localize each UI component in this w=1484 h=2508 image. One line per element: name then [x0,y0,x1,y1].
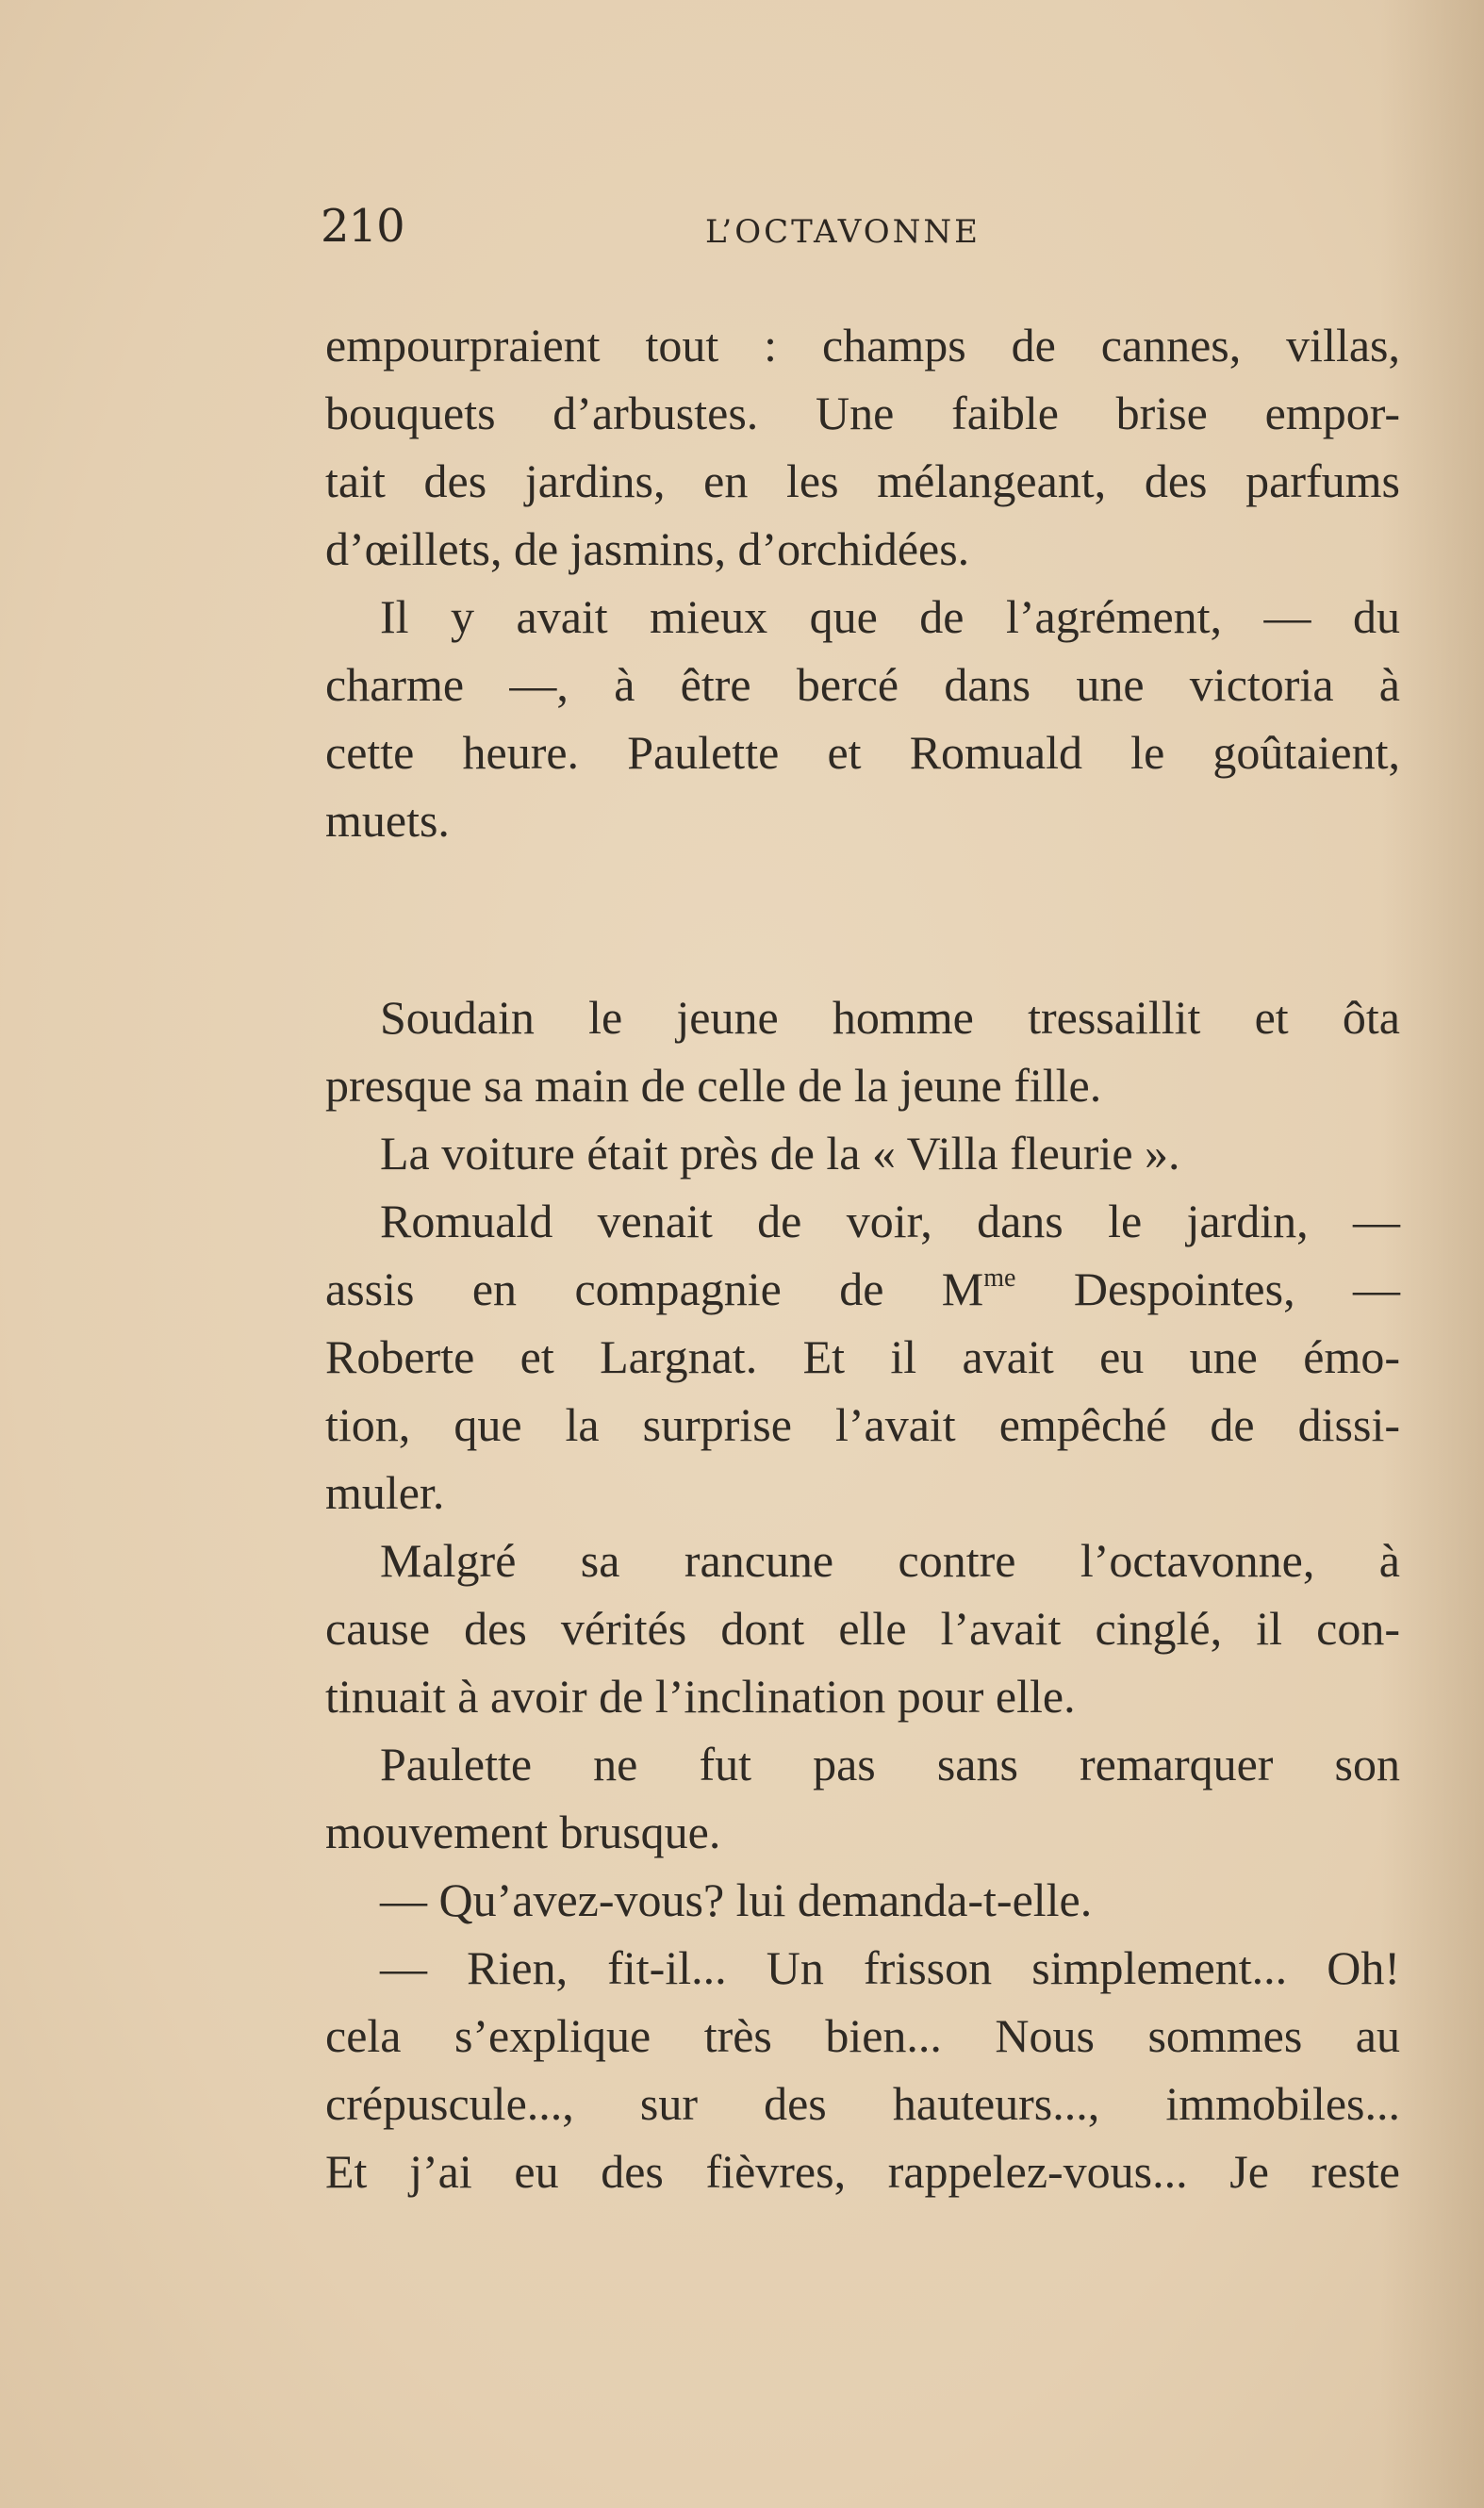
text-line: muler. [325,1466,445,1519]
text-line: muets. [325,794,450,847]
text-line: Romuald venait de voir, dans le jardin, — [380,1195,1400,1247]
page-number: 210 [321,200,404,253]
text-line: cause des vérités dont elle l’avait cinglé, il con- [325,1602,1400,1655]
paragraph-block-1 [325,311,1400,854]
text-line: tinuait à avoir de l’inclination pour elle. [325,1670,1076,1723]
text-line: crépuscule..., sur des hauteurs..., immobiles... [325,2077,1400,2130]
text-line: La voiture était près de la « Villa fleurie ». [380,1127,1180,1180]
text-line: cela s’explique très bien... Nous sommes au [325,2009,1400,2062]
text-line: Il y avait mieux que de l’agrément, — du [380,590,1400,643]
text-line: empourpraient tout : champs de cannes, villas, [325,319,1400,371]
text-line: — Qu’avez-vous? lui demanda-t-elle. [380,1873,1093,1926]
text-fragment: assis en compagnie de M [325,1262,984,1315]
text-line: Et j’ai eu des fièvres, rappelez-vous... Je reste [325,2145,1400,2198]
page-header [321,200,1395,256]
running-title: L’OCTAVONNE [705,213,981,251]
text-line: Soudain le jeune homme tressaillit et ôta [380,991,1400,1044]
text-line: cette heure. Paulette et Romuald le goûtaient, [325,726,1400,779]
text-line: Roberte et Largnat. Et il avait eu une émo- [325,1330,1400,1383]
text-line: charme —, à être bercé dans une victoria à [325,658,1400,711]
text-line: tait des jardins, en les mélangeant, des parfums [325,454,1400,507]
superscript-me: me [983,1263,1016,1293]
text-line: mouvement brusque. [325,1806,721,1858]
paragraph-block-2 [325,983,1400,2205]
text-line: d’œillets, de jasmins, d’orchidées. [325,522,970,575]
text-fragment: Despointes, — [1015,1262,1400,1315]
text-line: Malgré sa rancune contre l’octavonne, à [380,1534,1400,1587]
text-line: Paulette ne fut pas sans remarquer son [380,1738,1400,1790]
text-line [325,1255,1400,1323]
text-line: tion, que la surprise l’avait empêché de dissi- [325,1398,1400,1451]
text-line: — Rien, fit-il... Un frisson simplement... Oh! [380,1941,1400,1994]
text-line: bouquets d’arbustes. Une faible brise empor- [325,387,1400,439]
text-line: presque sa main de celle de la jeune fille. [325,1059,1102,1112]
